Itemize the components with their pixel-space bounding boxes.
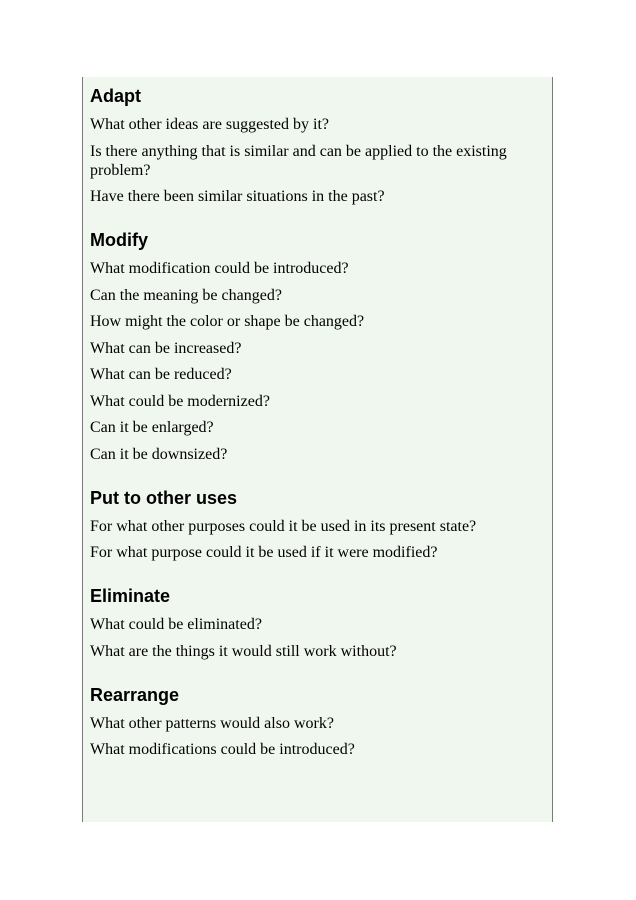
section-adapt [90,83,552,206]
section-heading: Adapt [90,86,141,106]
question-item: What modification could be introduced? [90,260,349,277]
section-rearrange [90,682,552,760]
question-item: Is there anything that is similar and can be applied to the existing problem? [90,142,507,179]
question-item: For what other purposes could it be used in its present state? [90,517,477,535]
question-item: What can be increased? [90,339,242,357]
content-panel [82,77,553,822]
question-item: What modifications could be introduced? [90,741,355,758]
section-heading: Modify [90,230,148,250]
question-item: What other ideas are suggested by it? [90,116,330,133]
section-put-to-other-uses [90,485,552,563]
question-item: Can it be downsized? [90,445,228,463]
question-item: Can the meaning be changed? [90,286,282,304]
section-heading: Rearrange [90,684,180,705]
section-eliminate [90,583,552,661]
section-heading: Eliminate [90,586,171,606]
question-item: What can be reduced? [90,366,232,383]
question-item: How might the color or shape be changed? [90,313,365,330]
question-item: What could be modernized? [90,392,270,410]
section-modify [90,227,552,464]
question-item: Have there been similar situations in the past? [90,188,385,205]
question-item: For what purpose could it be used if it were modified? [90,544,438,561]
question-item: What could be eliminated? [90,616,262,633]
question-item: Can it be enlarged? [90,419,214,436]
question-item: What other patterns would also work? [90,714,334,732]
question-item: What are the things it would still work without? [90,642,397,660]
section-heading: Put to other uses [90,487,238,508]
